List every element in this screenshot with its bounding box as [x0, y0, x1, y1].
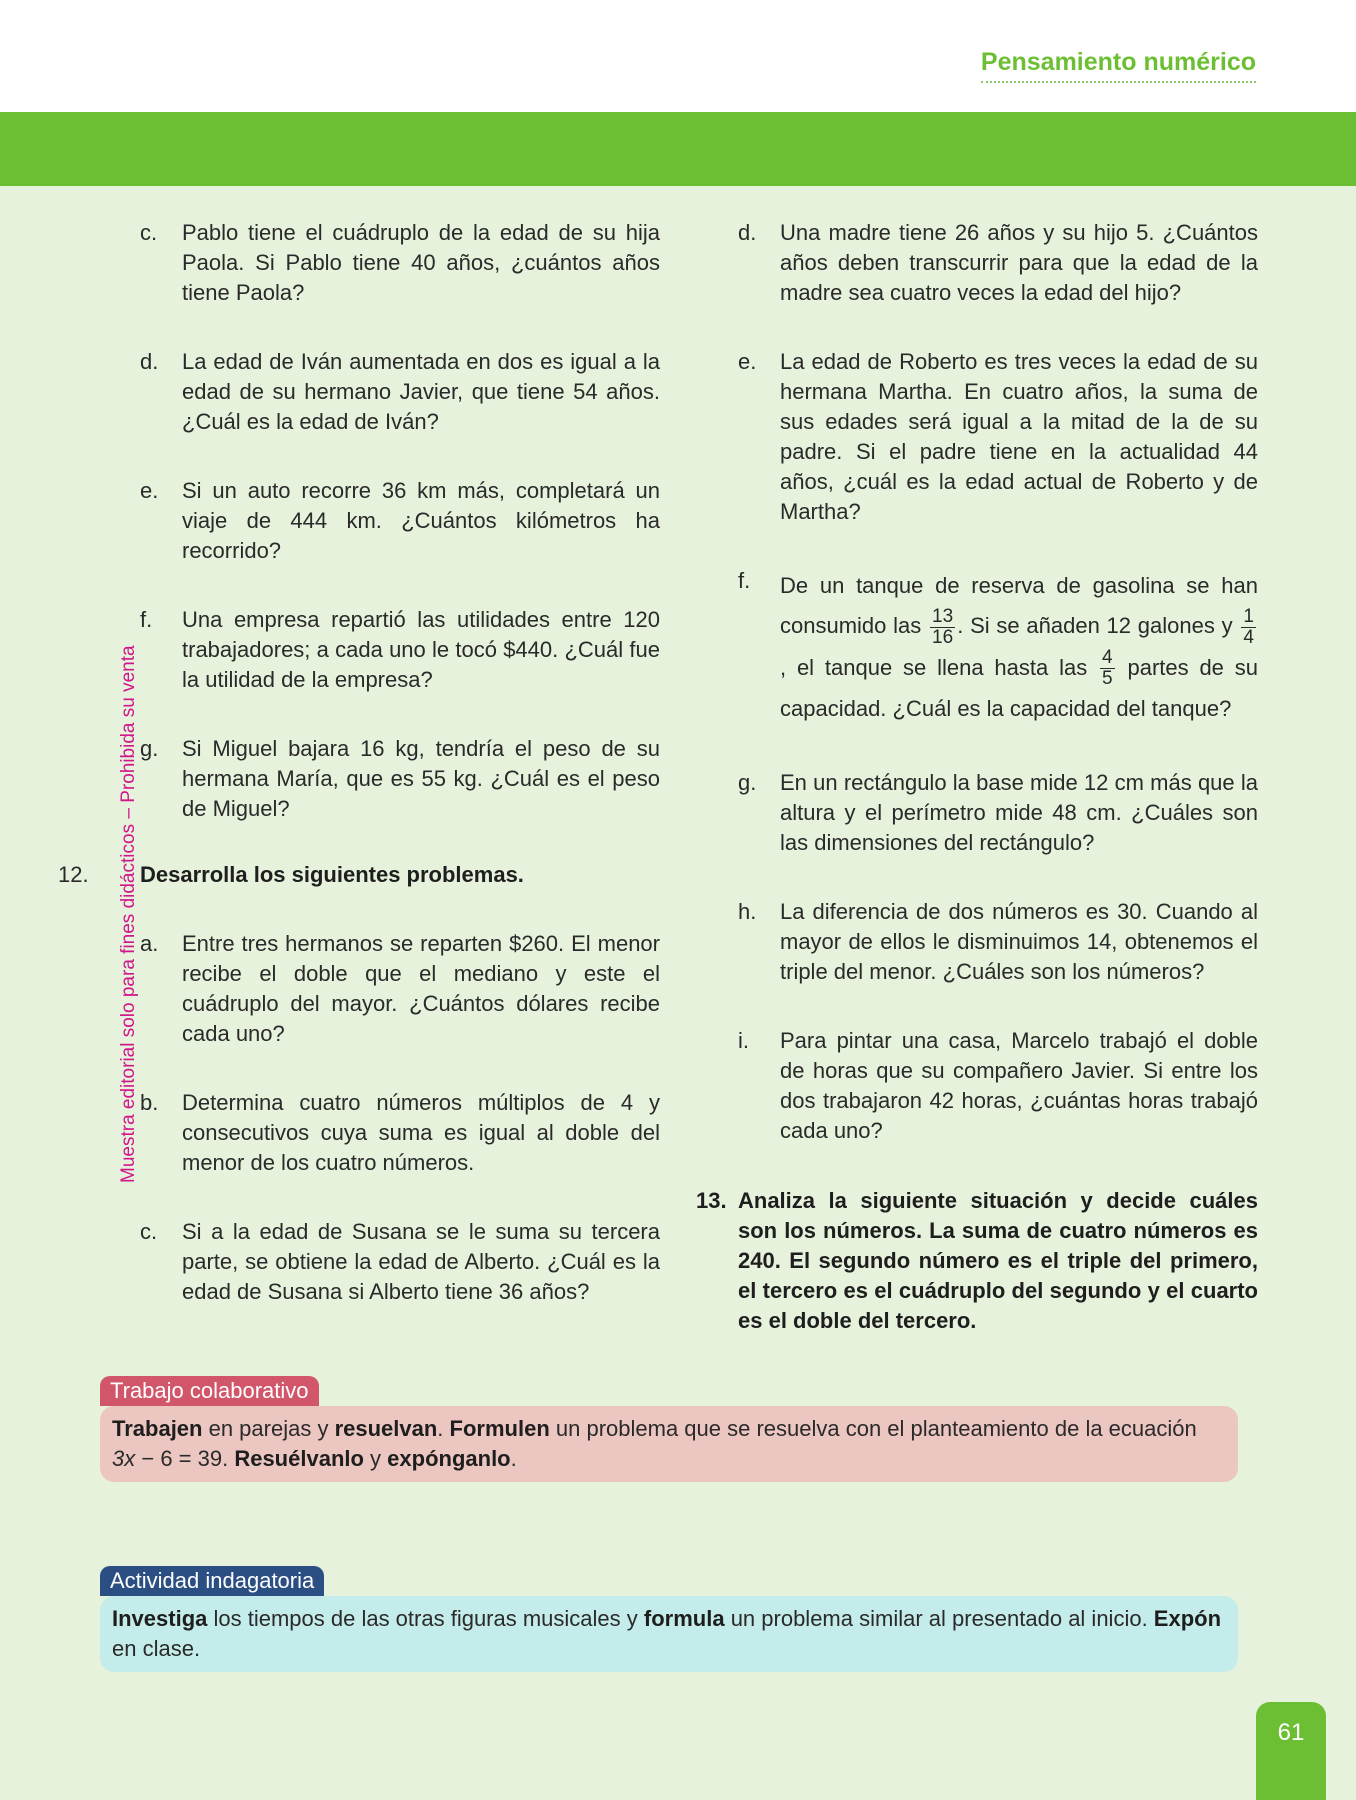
- collab-label: Trabajo colaborativo: [100, 1376, 319, 1406]
- fraction-numerator: 13: [932, 605, 954, 627]
- inquiry-label: Actividad indagatoria: [100, 1566, 324, 1596]
- fraction-denominator: 5: [1102, 668, 1113, 690]
- fraction: [1100, 648, 1115, 689]
- item-label: h.: [738, 899, 757, 925]
- list-item: [140, 1088, 660, 1178]
- inquiry-text: los tiempos de las otras figuras musicales y: [207, 1606, 644, 1631]
- item-label: d.: [140, 349, 159, 374]
- item-label: c.: [140, 220, 158, 245]
- exercise-number: 12.: [58, 862, 89, 887]
- exercise-12-heading: [58, 860, 660, 890]
- collab-text: un problema que se resuelva con el planteamiento de la ecuación: [549, 1416, 1197, 1441]
- list-item: [140, 929, 660, 1049]
- collab-keyword: Formulen: [449, 1416, 550, 1441]
- fraction: [930, 607, 955, 648]
- item-text: partes de su capacidad. ¿Cuál es la capacidad del tanque?: [780, 654, 1258, 722]
- collab-keyword: Trabajen: [112, 1416, 203, 1441]
- collab-text: .: [510, 1446, 517, 1471]
- item-text: , el tanque se llena hasta las: [780, 654, 1088, 680]
- collab-keyword: expónganlo: [387, 1446, 511, 1471]
- item-text: La edad de Iván aumentada en dos es igual a la edad de su hermano Javier, que tiene 54 años. ¿Cuál es la edad de Iván?: [182, 349, 660, 434]
- right-column: [696, 218, 1258, 1336]
- item-text: En un rectángulo la base mide 12 cm más que la altura y el perímetro mide 48 cm. ¿Cuáles son las dimensiones del rectángulo?: [780, 770, 1258, 856]
- item-text: Si a la edad de Susana se le suma su tercera parte, se obtiene la edad de Alberto. ¿Cuál es la edad de Susana si Alberto tiene 36 años?: [182, 1219, 660, 1304]
- item-text: Una empresa repartió las utilidades entre 120 trabajadores; a cada uno le tocó $440. ¿Cuál fue la utilidad de la empresa?: [182, 607, 660, 692]
- inquiry-text: en clase.: [112, 1636, 201, 1661]
- item-label: i.: [738, 1028, 749, 1054]
- exercise-text: Analiza la siguiente situación y decide cuáles son los números. La suma de cuatro números es 240. El segundo número es el triple del primero, el tercero es el cuádruplo del segundo y el cuarto es el doble del tercero.: [738, 1188, 1258, 1334]
- item-label: e.: [738, 349, 757, 374]
- item-label: c.: [140, 1219, 158, 1244]
- item-label: g.: [738, 770, 757, 796]
- inquiry-keyword: Investiga: [112, 1606, 208, 1631]
- collab-keyword: Resuélvanlo: [234, 1446, 364, 1471]
- item-label: f.: [738, 568, 751, 593]
- item-text: Para pintar una casa, Marcelo trabajó el doble de horas que su compañero Javier. Si entre los dos trabajaron 42 horas, ¿cuántas horas trabajó cada uno?: [780, 1028, 1258, 1144]
- inquiry-text: un problema similar al presentado al inicio.: [724, 1606, 1154, 1631]
- item-label: e.: [140, 478, 159, 503]
- green-band: [0, 112, 1356, 186]
- equation-rest: − 6 = 39.: [135, 1446, 235, 1471]
- section-title: Pensamiento numérico: [981, 48, 1256, 83]
- exercise-number: 13.: [696, 1188, 727, 1214]
- exercise-13: [696, 1186, 1258, 1336]
- inquiry-keyword: formula: [643, 1606, 725, 1631]
- item-text: . Si se añaden 12 galones y: [957, 613, 1233, 638]
- list-item-fractions: [738, 566, 1258, 729]
- collab-box: [100, 1406, 1238, 1482]
- list-item: [738, 218, 1258, 308]
- item-label: f.: [140, 607, 153, 632]
- item-label: d.: [738, 220, 757, 245]
- list-item: [140, 734, 660, 824]
- list-item: [140, 1217, 660, 1307]
- list-item: [738, 897, 1258, 987]
- item-text: De un tanque de reserva de gasolina se han consumido las: [780, 573, 1258, 638]
- list-item: [140, 218, 660, 308]
- item-text: Pablo tiene el cuádruplo de la edad de su hija Paola. Si Pablo tiene 40 años, ¿cuántos años tiene Paola?: [182, 220, 660, 305]
- page-number: 61: [1256, 1702, 1326, 1800]
- item-text: Determina cuatro números múltiplos de 4 y consecutivos cuya suma es igual al doble del menor de los cuatro números.: [182, 1090, 660, 1175]
- side-note: Muestra editorial solo para fines didácticos – Prohibida su venta: [118, 645, 139, 1183]
- equation-variable: 3x: [112, 1446, 136, 1471]
- fraction: [1241, 607, 1256, 648]
- inquiry-box: [100, 1596, 1238, 1672]
- item-text: Entre tres hermanos se reparten $260. El menor recibe el doble que el mediano y este el cuádruplo del mayor. ¿Cuántos dólares recibe cada uno?: [182, 931, 660, 1046]
- item-text: Si Miguel bajara 16 kg, tendría el peso de su hermana María, que es 55 kg. ¿Cuál es el peso de Miguel?: [182, 736, 660, 821]
- fraction-denominator: 4: [1243, 626, 1254, 648]
- fraction-denominator: 16: [932, 626, 954, 648]
- collab-text: .: [437, 1416, 450, 1441]
- list-item: [140, 605, 660, 695]
- item-label: b.: [140, 1090, 159, 1115]
- collab-text: y: [363, 1446, 388, 1471]
- item-label: g.: [140, 736, 159, 761]
- fraction-numerator: 4: [1102, 647, 1113, 669]
- list-item: [140, 476, 660, 566]
- list-item: [738, 768, 1258, 858]
- collab-keyword: resuelvan: [334, 1416, 438, 1441]
- fraction-numerator: 1: [1243, 605, 1254, 627]
- item-text: La diferencia de dos números es 30. Cuando al mayor de ellos le disminuimos 14, obtenemos el triple del menor. ¿Cuáles son los números?: [780, 899, 1258, 985]
- list-item: [738, 347, 1258, 527]
- inquiry-keyword: Expón: [1153, 1606, 1222, 1631]
- collab-text: en parejas y: [202, 1416, 335, 1441]
- exercise-title: Desarrolla los siguientes problemas.: [140, 862, 524, 887]
- item-label: a.: [140, 931, 159, 956]
- item-text: Si un auto recorre 36 km más, completará un viaje de 444 km. ¿Cuántos kilómetros ha recorrido?: [182, 478, 660, 563]
- list-item: [738, 1026, 1258, 1146]
- list-item: [140, 347, 660, 437]
- item-text: La edad de Roberto es tres veces la edad de su hermana Martha. En cuatro años, la suma de sus edades será igual a la mitad de la de su padre. Si el padre tiene en la actualidad 44 años, ¿cuál es la edad actual de Roberto y de Martha?: [780, 349, 1258, 524]
- item-text: Una madre tiene 26 años y su hijo 5. ¿Cuántos años deben transcurrir para que la edad de la madre sea cuatro veces la edad del hijo?: [780, 220, 1258, 305]
